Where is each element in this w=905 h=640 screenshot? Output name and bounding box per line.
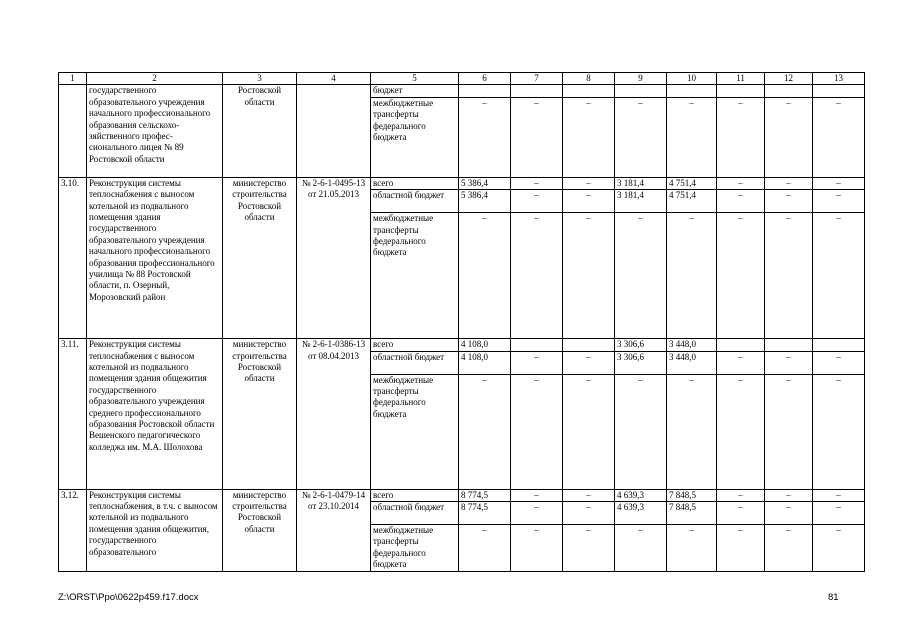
value-cell: – [459,374,511,489]
value-cell: – [615,97,667,177]
value-cell: – [717,525,765,572]
file-path: Z:\ORST\Ppo\0622p459.f17.docx [58,592,199,603]
value-cell: – [563,213,615,339]
column-number: 2 [87,73,223,85]
column-number: 3 [223,73,297,85]
value-cell [667,85,717,97]
continuation-row [59,85,865,97]
document-ref: № 2-6-1-0386-13 от 08.04.2013 [297,339,371,489]
value-cell: – [765,97,813,177]
value-cell: 3 448,0 [667,351,717,374]
item-number-cell [59,85,87,177]
value-cell: 3 448,0 [667,339,717,351]
column-number: 13 [813,73,865,85]
value-cell [813,339,865,351]
value-cell [717,85,765,97]
value-cell: – [813,374,865,489]
funding-source: областной бюджет [371,502,459,525]
item-row [59,177,865,189]
value-cell: – [765,190,813,213]
value-cell: – [717,177,765,189]
value-cell: – [667,213,717,339]
item-name: государственного образовательного учреждения начального профессионального образования сельскохо- зяйственного профес- сионального лицея № 89 Ростовской области [87,85,223,177]
value-cell: 4 639,3 [615,502,667,525]
funding-source: всего [371,489,459,501]
value-cell: – [765,489,813,501]
value-cell: 3 181,4 [615,177,667,189]
page-number: 81 [828,592,839,603]
responsible-body: Ростовской области [223,85,297,177]
value-cell: – [667,525,717,572]
column-number: 7 [511,73,563,85]
funding-source: бюджет [371,85,459,97]
column-number: 1 [59,73,87,85]
funding-source: областной бюджет [371,351,459,374]
value-cell: – [563,177,615,189]
item-name: Реконструкция системы теплоснабжения с выносом котельной из подвального помещения здания общежития государственного образовательного учреждения среднего профессионального образования Ростовской области Вешенского педагогического колледжа им. М.А. Шолохова [87,339,223,489]
column-number: 11 [717,73,765,85]
value-cell: – [615,213,667,339]
value-cell: – [563,374,615,489]
value-cell: – [511,97,563,177]
value-cell: – [813,190,865,213]
item-number: 3.10. [59,177,87,338]
item-row [59,489,865,501]
value-cell: 4 751,4 [667,190,717,213]
value-cell [813,85,865,97]
value-cell [765,85,813,97]
document-cell [297,85,371,177]
value-cell [511,339,563,351]
value-cell: – [511,177,563,189]
funding-source: межбюджетные трансферты федерального бюджета [371,374,459,489]
item-name: Реконструкция системы теплоснабжения с выносом котельной из подвального помещения здания государственного образовательного учреждения начального профессионального образования профессионального училища № 88 Ростовской области, п. Озерный, Морозовский район [87,177,223,338]
value-cell: – [717,489,765,501]
column-number: 12 [765,73,813,85]
value-cell: – [563,502,615,525]
value-cell: – [717,190,765,213]
value-cell: – [813,502,865,525]
value-cell: – [813,213,865,339]
value-cell: – [765,351,813,374]
value-cell: – [717,97,765,177]
value-cell: – [813,177,865,189]
document-ref: № 2-6-1-0495-13 от 21.05.2013 [297,177,371,338]
value-cell: – [765,525,813,572]
value-cell: – [563,525,615,572]
value-cell: – [765,177,813,189]
value-cell [765,339,813,351]
value-cell: – [813,97,865,177]
value-cell: 8 774,5 [459,489,511,501]
responsible-body: министерство строительства Ростовской области [223,489,297,571]
value-cell [563,339,615,351]
value-cell: – [813,525,865,572]
value-cell: – [667,374,717,489]
responsible-body: министерство строительства Ростовской области [223,177,297,338]
funding-source: межбюджетные трансферты федерального бюджета [371,97,459,177]
column-number: 10 [667,73,717,85]
item-row [59,339,865,351]
value-cell: – [717,374,765,489]
value-cell: 4 108,0 [459,351,511,374]
value-cell: – [563,489,615,501]
item-number: 3.12. [59,489,87,571]
value-cell: – [765,374,813,489]
value-cell [511,85,563,97]
value-cell: 4 639,3 [615,489,667,501]
funding-source: межбюджетные трансферты федерального бюджета [371,525,459,572]
value-cell: – [511,374,563,489]
value-cell: – [765,502,813,525]
funding-source: всего [371,177,459,189]
value-cell [717,339,765,351]
value-cell: – [615,374,667,489]
value-cell: – [459,525,511,572]
value-cell: 3 306,6 [615,351,667,374]
value-cell [563,85,615,97]
value-cell: – [511,502,563,525]
value-cell: – [511,489,563,501]
value-cell: – [765,213,813,339]
responsible-body: министерство строительства Ростовской области [223,339,297,489]
value-cell: – [615,525,667,572]
value-cell [459,85,511,97]
value-cell: 5 386,4 [459,177,511,189]
column-number: 8 [563,73,615,85]
value-cell: – [717,502,765,525]
value-cell [615,85,667,97]
value-cell: – [511,525,563,572]
value-cell: – [667,97,717,177]
item-number: 3.11. [59,339,87,489]
column-number: 9 [615,73,667,85]
value-cell: 7 848,5 [667,502,717,525]
column-number-row [59,73,865,85]
value-cell: – [511,213,563,339]
value-cell: 5 386,4 [459,190,511,213]
value-cell: – [717,213,765,339]
value-cell: – [717,351,765,374]
value-cell: 3 306,6 [615,339,667,351]
column-number: 6 [459,73,511,85]
value-cell: 4 751,4 [667,177,717,189]
value-cell: – [813,489,865,501]
value-cell: – [459,213,511,339]
value-cell: 3 181,4 [615,190,667,213]
value-cell: – [813,351,865,374]
value-cell: 7 848,5 [667,489,717,501]
value-cell: 4 108,0 [459,339,511,351]
document-ref: № 2-6-1-0479-14 от 23.10.2014 [297,489,371,571]
item-name: Реконструкция системы теплоснабжения, в т.ч. с выносом котельной из подвального помещения здания общежития, государственного образовательного [87,489,223,571]
column-number: 4 [297,73,371,85]
funding-source: областной бюджет [371,190,459,213]
value-cell: – [511,190,563,213]
value-cell: – [563,97,615,177]
value-cell: – [563,351,615,374]
program-table [58,72,865,572]
value-cell: – [511,351,563,374]
value-cell: – [563,190,615,213]
value-cell: – [459,97,511,177]
value-cell: 8 774,5 [459,502,511,525]
column-number: 5 [371,73,459,85]
funding-source: всего [371,339,459,351]
funding-source: межбюджетные трансферты федерального бюджета [371,213,459,339]
